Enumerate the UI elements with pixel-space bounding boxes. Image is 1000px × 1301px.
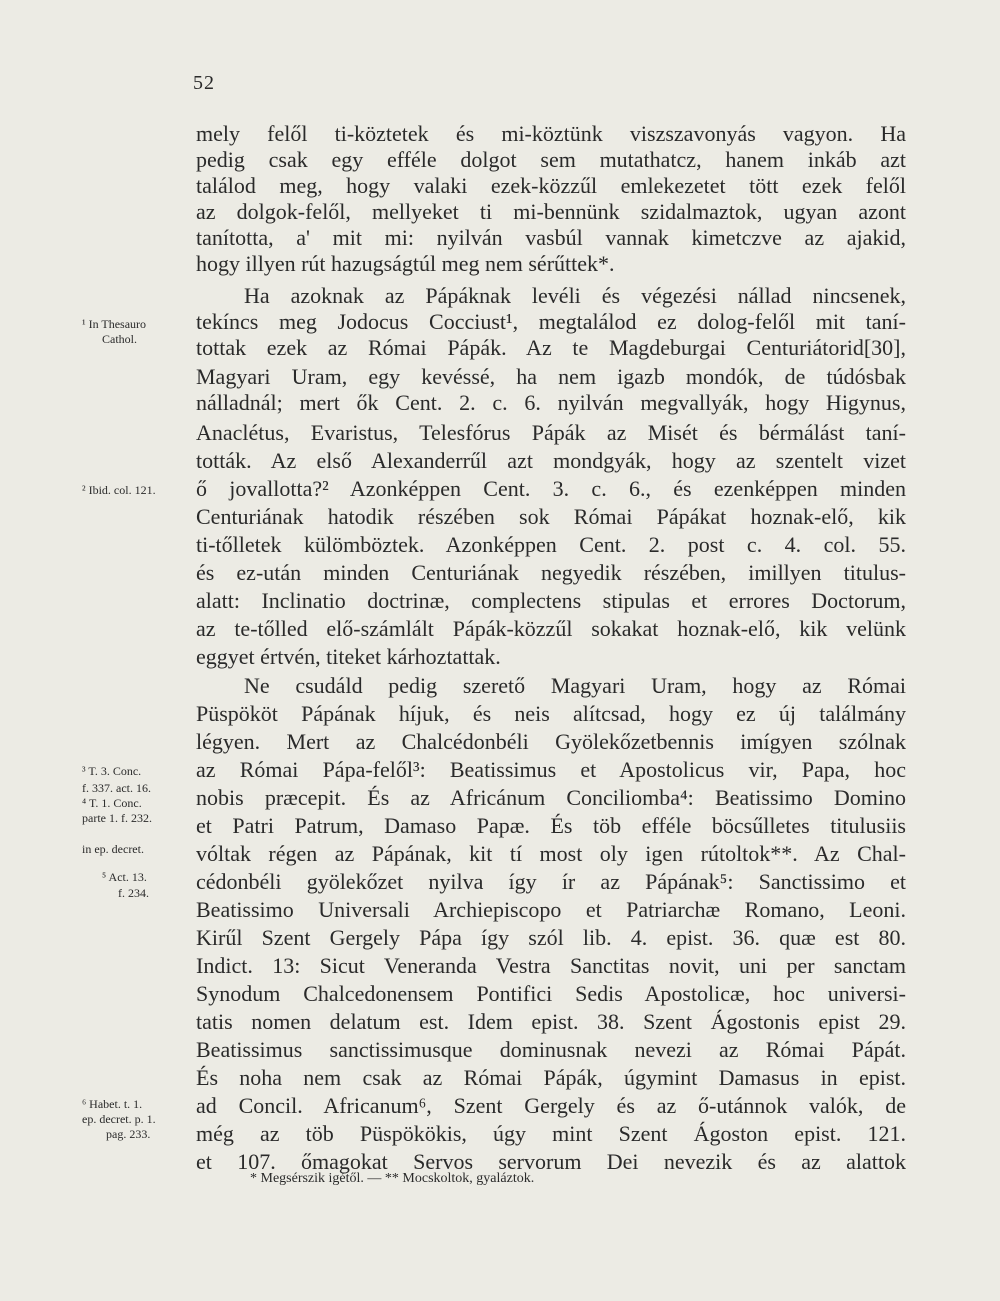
text-line: ad Concil. Africanum⁶, Szent Gergely és az ő-utánnok valók, de: [196, 1093, 906, 1118]
margin-note: ³ T. 3. Conc.: [82, 764, 142, 778]
footnote: * Megsérszik igétől. — ** Mocskoltok, gyaláztok.: [250, 1171, 535, 1186]
text-line: tották. Az első Alexanderrűl azt mondgyák, hogy az szentelt vizet: [196, 448, 906, 473]
text-line: pedig csak egy efféle dolgot sem mutathatcz, hanem inkáb azt: [196, 147, 906, 172]
text-line: eggyet értvén, titeket kárhoztattak.: [196, 644, 501, 669]
text-line: és ez-után minden Centuriának negyedik részében, imillyen titulus-: [196, 560, 906, 585]
text-line: alatt: Inclinatio doctrinæ, complectens stipulas et errores Doctorum,: [196, 588, 906, 613]
text-line: tatis nomen delatum est. Idem epist. 38. Szent Ágostonis epist 29.: [196, 1009, 906, 1034]
text-line: És noha nem csak az Római Pápák, úgymint Damasus in epist.: [196, 1065, 906, 1090]
page-number: 52: [193, 72, 215, 94]
margin-note: f. 234.: [118, 886, 149, 900]
margin-note: f. 337. act. 16.: [82, 781, 151, 795]
text-line: et 107. őmagokat Servos servorum Dei nevezik és az alattok: [196, 1149, 906, 1174]
text-line: Beatissimus sanctissimusque dominusnak nevezi az Római Pápát.: [196, 1037, 906, 1062]
text-line: mely felől ti-köztetek és mi-köztünk viszszavonyás vagyon. Ha: [196, 121, 906, 146]
text-line: Indict. 13: Sicut Veneranda Vestra Sanctitas novit, uni per sanctam: [196, 953, 906, 978]
text-line: vóltak régen az Pápának, kit tí most oly igen rútoltok**. Az Chal-: [196, 841, 906, 866]
text-line: Beatissimo Universali Archiepiscopo et Patriarchæ Romano, Leoni.: [196, 897, 906, 922]
text-line: ő jovallotta?² Azonképpen Cent. 3. c. 6., és ezenképpen minden: [196, 476, 906, 501]
text-line: az dolgok-felől, mellyeket ti mi-bennünk szidalmaztok, ugyan azont: [196, 199, 906, 224]
margin-note: ⁵ Act. 13.: [102, 870, 147, 884]
text-line: et Patri Patrum, Damaso Papæ. És töb efféle böcsűlletes titulusiis: [196, 813, 906, 838]
text-line: Centuriának hatodik részében sok Római Pápákat hoznak-elő, kik: [196, 504, 906, 529]
text-line: tekíncs meg Jodocus Cocciust¹, megtalálod ez dolog-felől mit taní-: [196, 309, 906, 334]
text-line: még az töb Püspökökis, úgy mint Szent Ágoston epist. 121.: [196, 1121, 906, 1146]
text-line: Synodum Chalcedonensem Pontifici Sedis Apostolicæ, hoc universi-: [196, 981, 906, 1006]
text-line: légyen. Mert az Chalcédonbéli Gyölekőzetbennis imígyen szólnak: [196, 729, 906, 754]
text-line: az Római Pápa-felől³: Beatissimus et Apostolicus vir, Papa, hoc: [196, 757, 906, 782]
margin-note: ⁶ Habet. t. 1.: [82, 1097, 143, 1111]
text-line: nobis præcepit. És az Africánum Conciliomba⁴: Beatissimo Domino: [196, 785, 906, 810]
text-line: tanította, a' mit mi: nyilván vasbúl vannak kimetczve az ajakid,: [196, 225, 906, 250]
margin-note: ep. decret. p. 1.: [82, 1112, 156, 1126]
text-line: Ne csudáld pedig szerető Magyari Uram, hogy az Római: [244, 673, 906, 698]
text-line: cédonbéli gyölekőzet nyilva így ír az Pápának⁵: Sanctissimo et: [196, 869, 906, 894]
text-line: Magyari Uram, egy kevéssé, ha nem igazb mondók, de túdósbak: [196, 364, 906, 389]
text-line: hogy illyen rút hazugságtúl meg nem sérűttek*.: [196, 251, 615, 276]
text-line: tottak ezek az Római Pápák. Az te Magdeburgai Centuriátorid[30],: [196, 335, 906, 360]
margin-note: in ep. decret.: [82, 842, 144, 856]
text-line: találod meg, hogy valaki ezek-közzűl emlekezetet tött ezek felől: [196, 173, 906, 198]
text-line: Kirűl Szent Gergely Pápa így szól lib. 4. epist. 36. quæ est 80.: [196, 925, 906, 950]
text-line: Püspököt Pápának híjuk, és neis alítcsad, hogy ez új találmány: [196, 701, 906, 726]
text-line: Anaclétus, Evaristus, Telesfórus Pápák az Misét és bérmálást taní-: [196, 420, 906, 445]
margin-note: pag. 233.: [106, 1127, 151, 1141]
margin-note: ² Ibid. col. 121.: [82, 483, 156, 497]
margin-note: Cathol.: [102, 332, 137, 346]
margin-note: ⁴ T. 1. Conc.: [82, 796, 142, 810]
margin-note: ¹ In Thesauro: [82, 317, 147, 331]
margin-note: parte 1. f. 232.: [82, 811, 152, 825]
text-line: az te-tőlled elő-számlált Pápák-közzűl sokakat hoznak-elő, kik velünk: [196, 616, 906, 641]
text-line: Ha azoknak az Pápáknak levéli és végezési nállad nincsenek,: [244, 283, 906, 308]
text-line: nálladnál; mert ők Cent. 2. c. 6. nyilván megvallyák, hogy Higynus,: [196, 390, 906, 415]
text-line: ti-tőlletek külömböztek. Azonképpen Cent. 2. post c. 4. col. 55.: [196, 532, 906, 557]
